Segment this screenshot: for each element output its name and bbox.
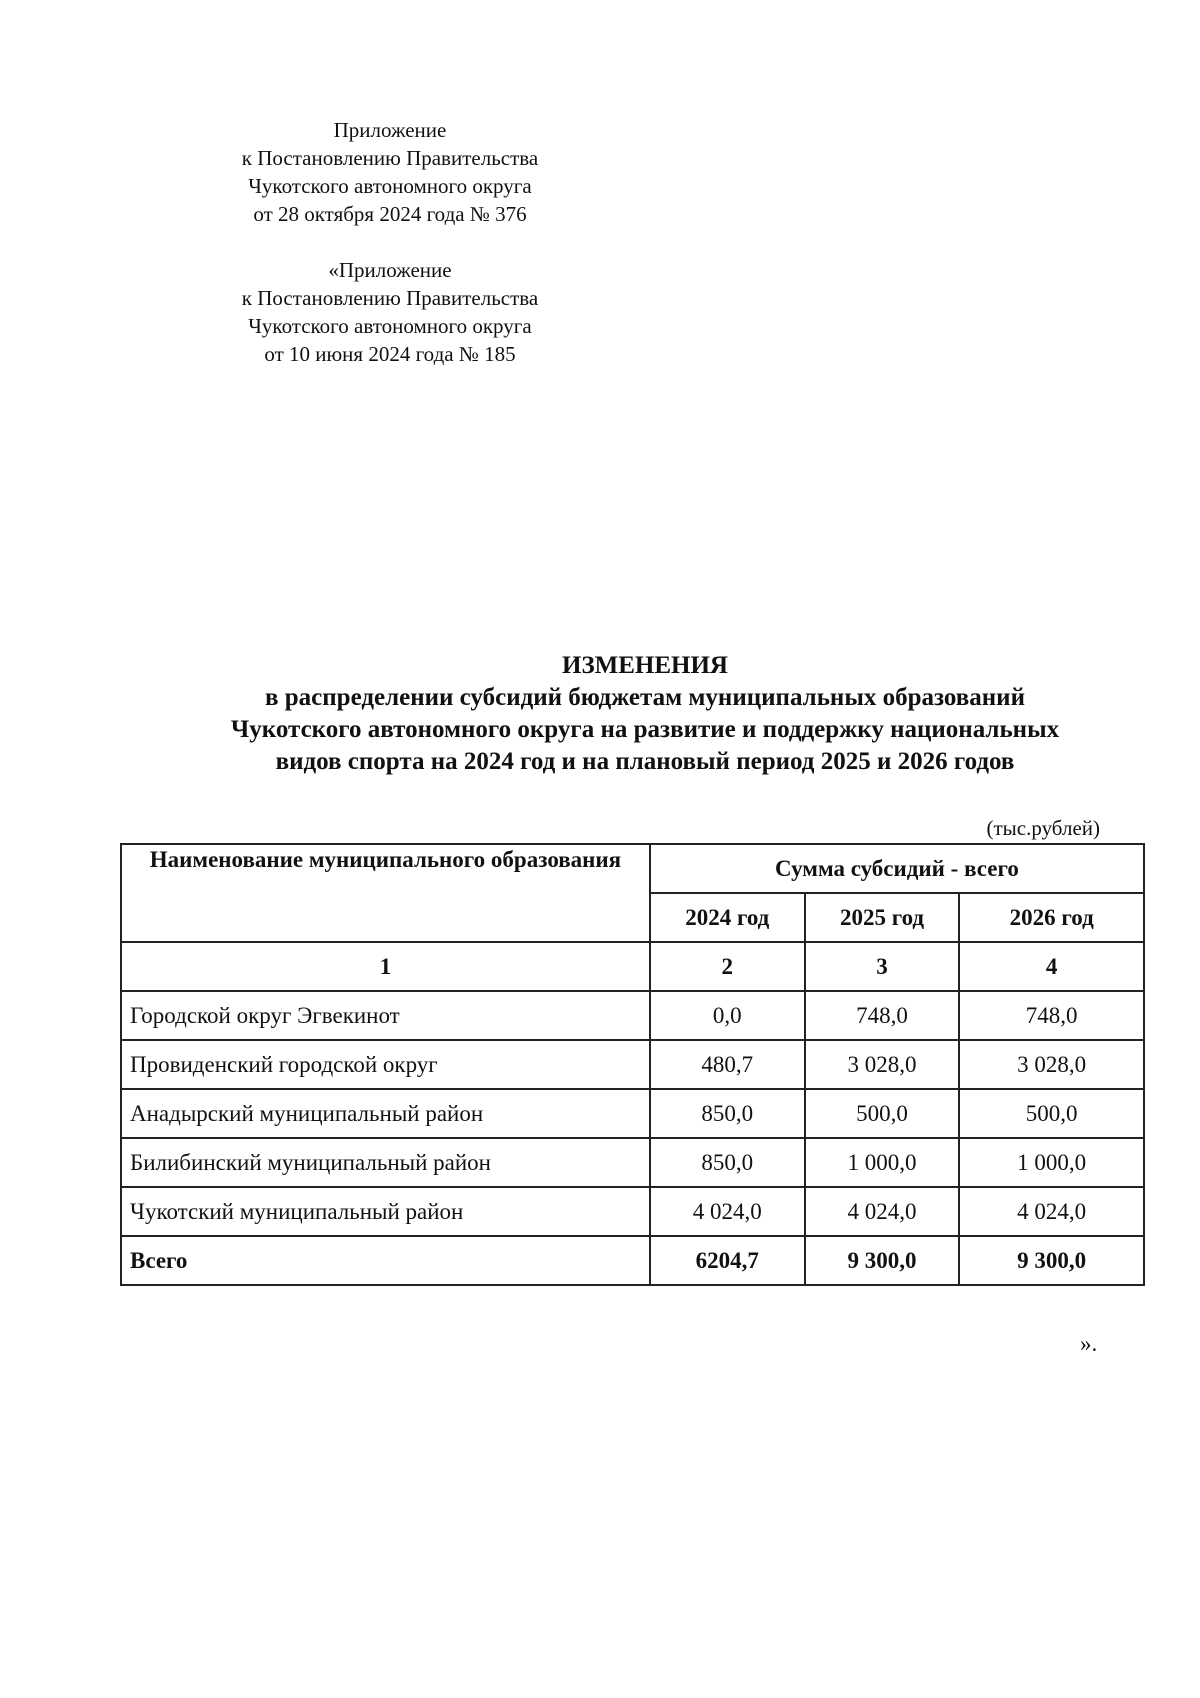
municipality-name: Городской округ Эгвекинот	[121, 991, 650, 1040]
value-2026: 748,0	[959, 991, 1144, 1040]
value-2025: 748,0	[805, 991, 960, 1040]
municipality-name: Билибинский муниципальный район	[121, 1138, 650, 1187]
table-row	[121, 1138, 1144, 1187]
total-row	[121, 1236, 1144, 1285]
annex-current-line-4: от 28 октября 2024 года № 376	[253, 202, 527, 226]
value-2024: 0,0	[650, 991, 805, 1040]
header-subsidy-total: Сумма субсидий - всего	[650, 844, 1144, 893]
value-2024: 850,0	[650, 1138, 805, 1187]
value-2025: 4 024,0	[805, 1187, 960, 1236]
header-year-2025: 2025 год	[805, 893, 960, 942]
value-2026: 1 000,0	[959, 1138, 1144, 1187]
total-2026: 9 300,0	[959, 1236, 1144, 1285]
annex-current-line-2: к Постановлению Правительства	[241, 146, 539, 170]
table-row	[121, 1040, 1144, 1089]
value-2025: 1 000,0	[805, 1138, 960, 1187]
table-row	[121, 991, 1144, 1040]
unit-note: (тыс.рублей)	[986, 816, 1100, 840]
total-label: Всего	[121, 1236, 650, 1285]
title-line-2: в распределении субсидий бюджетам муниципальных образований	[265, 684, 1025, 711]
table-header-row	[121, 844, 1144, 893]
column-number-1: 1	[121, 942, 650, 991]
total-2024: 6204,7	[650, 1236, 805, 1285]
annex-current-line-1: Приложение	[333, 118, 447, 142]
annex-previous-line-4: от 10 июня 2024 года № 185	[264, 342, 516, 366]
value-2025: 3 028,0	[805, 1040, 960, 1089]
value-2025: 500,0	[805, 1089, 960, 1138]
municipality-name: Чукотский муниципальный район	[121, 1187, 650, 1236]
value-2026: 3 028,0	[959, 1040, 1144, 1089]
value-2026: 500,0	[959, 1089, 1144, 1138]
header-municipality: Наименование муниципального образования	[121, 844, 650, 942]
annex-header-current	[190, 116, 590, 228]
total-2025: 9 300,0	[805, 1236, 960, 1285]
title-line-3: Чукотского автономного округа на развитие и поддержку национальных	[230, 716, 1060, 743]
table-row	[121, 1089, 1144, 1138]
annex-header-previous	[190, 256, 590, 368]
column-number-row	[121, 942, 1144, 991]
column-number-3: 3	[805, 942, 960, 991]
value-2024: 850,0	[650, 1089, 805, 1138]
document-title	[120, 650, 1170, 778]
municipality-name: Анадырский муниципальный район	[121, 1089, 650, 1138]
value-2026: 4 024,0	[959, 1187, 1144, 1236]
title-line-4: видов спорта на 2024 год и на плановый период 2025 и 2026 годов	[275, 748, 1015, 775]
annex-previous-line-1: «Приложение	[328, 258, 452, 282]
annex-current-line-3: Чукотского автономного округа	[248, 174, 532, 198]
header-year-2026: 2026 год	[959, 893, 1144, 942]
annex-previous-line-2: к Постановлению Правительства	[241, 286, 539, 310]
value-2024: 4 024,0	[650, 1187, 805, 1236]
header-year-2024: 2024 год	[650, 893, 805, 942]
municipality-name: Провиденский городской округ	[121, 1040, 650, 1089]
value-2024: 480,7	[650, 1040, 805, 1089]
column-number-2: 2	[650, 942, 805, 991]
subsidy-table	[120, 843, 1145, 1286]
table-row	[121, 1187, 1144, 1236]
title-line-1: ИЗМЕНЕНИЯ	[562, 652, 728, 679]
column-number-4: 4	[959, 942, 1144, 991]
closing-quote-mark: ».	[1080, 1331, 1098, 1356]
annex-previous-line-3: Чукотского автономного округа	[248, 314, 532, 338]
